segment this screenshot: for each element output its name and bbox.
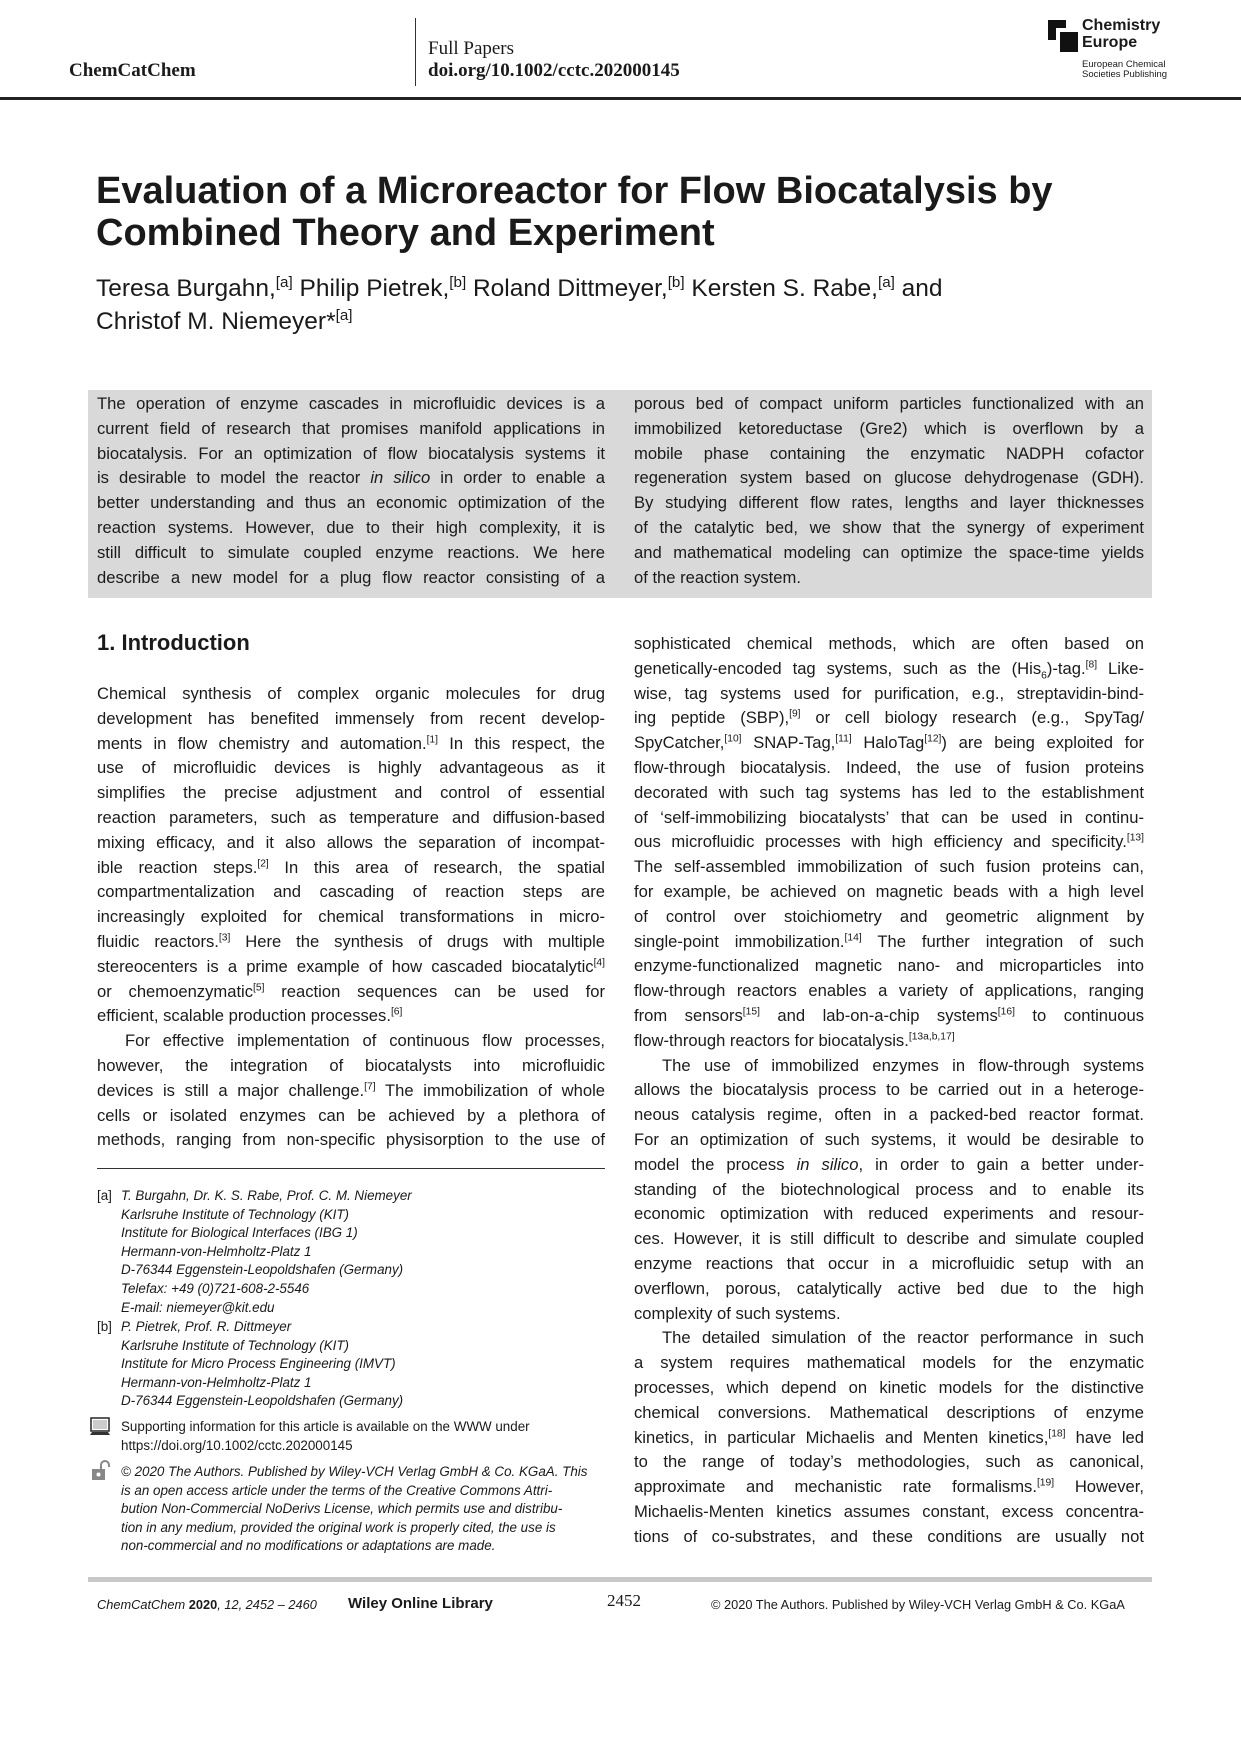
text-line: approximate and mechanistic rate formalisms.[19] However, bbox=[634, 1477, 1144, 1497]
footer-citation bbox=[97, 1597, 317, 1612]
author-name: Teresa Burgahn, bbox=[96, 275, 276, 302]
section-heading: 1. Introduction bbox=[97, 630, 250, 655]
logo-name-line2: Europe bbox=[1082, 34, 1138, 51]
affiliation-b bbox=[97, 1318, 607, 1411]
footnote-line: non-commercial and no modifications or adaptations are made. bbox=[121, 1538, 496, 1554]
article-title-line: Combined Theory and Experiment bbox=[96, 212, 715, 254]
footnote-line: bution Non-Commercial NoDerivs License, which permits use and distribu- bbox=[121, 1501, 563, 1517]
text-line: mixing efficacy, and it also allows the separation of incompat- bbox=[97, 832, 605, 852]
text-line: neous catalysis regime, often in a packed-bed reactor format. bbox=[634, 1105, 1144, 1125]
text-line: development has benefited immensely from recent develop- bbox=[97, 708, 605, 728]
author-affiliation: [b] bbox=[449, 273, 467, 291]
footer-journal: ChemCatChem bbox=[97, 1597, 186, 1612]
author-name: Christof M. Niemeyer* bbox=[96, 308, 336, 335]
text-line: processes, which depend on kinetic models for the distinctive bbox=[634, 1377, 1144, 1397]
text-line: economic optimization with reduced experiments and resour- bbox=[634, 1204, 1144, 1224]
journal-name: ChemCatChem bbox=[69, 60, 196, 81]
text-line: For an optimization of such systems, it would be desirable to bbox=[634, 1129, 1144, 1149]
text-line: tions of co-substrates, and these conditions are usually not bbox=[634, 1526, 1144, 1546]
text-line: The use of immobilized enzymes in flow-through systems bbox=[662, 1055, 1144, 1075]
abstract-right-column bbox=[634, 392, 1144, 590]
text-line: stereocenters is a prime example of how cascaded biocatalytic[4] bbox=[97, 956, 605, 976]
text-line: For effective implementation of continuous flow processes, bbox=[125, 1031, 605, 1051]
header-rule bbox=[0, 97, 1241, 100]
text-line: devices is still a major challenge.[7] The immobilization of whole bbox=[97, 1080, 606, 1100]
author-name: Philip Pietrek, bbox=[292, 275, 450, 302]
author-name: Roland Dittmeyer, bbox=[466, 275, 668, 302]
article-type: Full Papers bbox=[428, 38, 515, 59]
text-line: complexity of such systems. bbox=[634, 1303, 841, 1323]
text-line: better understanding and thus an economic optimization of the bbox=[97, 493, 605, 513]
license-note bbox=[97, 1463, 607, 1556]
text-line: is desirable to model the reactor in silico in order to enable a bbox=[97, 468, 606, 488]
text-line: genetically-encoded tag systems, such as the (His$_6$)-tag.[8] Like- bbox=[634, 658, 1145, 682]
text-line: wise, tag systems used for purification, e.g., streptavidin-bind- bbox=[634, 683, 1144, 703]
text-line: however, the integration of biocatalysts into microfluidic bbox=[97, 1055, 605, 1075]
text-line: decorated with such tag systems has led to the establishment bbox=[634, 782, 1144, 802]
text-line: reaction systems. However, due to their high complexity, it is bbox=[97, 517, 605, 537]
author-affiliation: [b] bbox=[667, 273, 685, 291]
text-line: ing peptide (SBP),[9] or cell biology research (e.g., SpyTag/ bbox=[634, 708, 1145, 728]
text-line: The operation of enzyme cascades in microfluidic devices is a bbox=[97, 394, 605, 413]
text-line: of the catalytic bed, we show that the synergy of experiment bbox=[634, 517, 1144, 537]
text-line: and mathematical modeling can optimize the space-time yields bbox=[634, 542, 1144, 562]
footnote-line: https://doi.org/10.1002/cctc.202000145 bbox=[121, 1437, 353, 1453]
text-line: ible reaction steps.[2] In this area of research, the spatial bbox=[97, 857, 605, 877]
text-line: porous bed of compact uniform particles functionalized with an bbox=[634, 394, 1144, 413]
text-line: compartmentalization and cascading of reaction steps are bbox=[97, 882, 605, 902]
text-line: methods, ranging from non-specific physisorption to the use of bbox=[97, 1130, 605, 1150]
text-line: ments in flow chemistry and automation.[1] In this respect, the bbox=[97, 733, 605, 753]
text-line: flow-through reactors enables a variety of applications, ranging bbox=[634, 981, 1144, 1001]
text-line: mobile phase containing the enzymatic NADPH cofactor bbox=[634, 443, 1144, 463]
text-line: The self-assembled immobilization of such fusion proteins can, bbox=[634, 857, 1144, 877]
article-title-line: Evaluation of a Microreactor for Flow Biocatalysis by bbox=[96, 170, 1053, 212]
text-line: allows the biocatalysis process to be carried out in a heteroge- bbox=[634, 1080, 1144, 1100]
text-line: efficient, scalable production processes.[6] bbox=[97, 1006, 403, 1026]
wiley-online-library-link[interactable]: Wiley Online Library bbox=[348, 1595, 493, 1612]
footer-copyright: © 2020 The Authors. Published by Wiley-VCH Verlag GmbH & Co. KGaA bbox=[711, 1597, 1125, 1612]
author-affiliation: [a] bbox=[877, 273, 895, 291]
text-line: for example, be achieved on magnetic beads with a high level bbox=[634, 881, 1144, 901]
affiliation-tag: [a] bbox=[97, 1188, 112, 1203]
footnote-line: Supporting information for this article is available on the WWW under bbox=[121, 1419, 530, 1434]
text-line: fluidic reactors.[3] Here the synthesis of drugs with multiple bbox=[97, 931, 606, 951]
chemistry-europe-logo-icon bbox=[1048, 20, 1078, 52]
footnote-line: D-76344 Eggenstein-Leopoldshafen (Germany) bbox=[121, 1393, 404, 1409]
text-line: sophisticated chemical methods, which are often based on bbox=[634, 634, 1144, 653]
footnote-line: T. Burgahn, Dr. K. S. Rabe, Prof. C. M. Niemeyer bbox=[121, 1188, 412, 1203]
logo-subtitle-line1: European Chemical bbox=[1082, 59, 1166, 70]
text-line: The detailed simulation of the reactor performance in such bbox=[662, 1328, 1144, 1348]
affiliation-a bbox=[97, 1187, 607, 1317]
supporting-info-note bbox=[97, 1418, 607, 1455]
footnote-line: Karlsruhe Institute of Technology (KIT) bbox=[121, 1206, 349, 1222]
text-line: or chemoenzymatic[5] reaction sequences can be used for bbox=[97, 981, 605, 1001]
text-line: ces. However, it is still difficult to describe and simulate coupled bbox=[634, 1229, 1144, 1249]
text-line: By studying different flow rates, lengths and layer thicknesses bbox=[634, 493, 1144, 513]
footnote-line: © 2020 The Authors. Published by Wiley-VCH Verlag GmbH & Co. KGaA. This bbox=[121, 1464, 588, 1479]
text-line: a system requires mathematical models for the enzymatic bbox=[634, 1353, 1144, 1373]
logo-subtitle-line2: Societies Publishing bbox=[1082, 69, 1168, 80]
footnote-line: Hermann-von-Helmholtz-Platz 1 bbox=[121, 1243, 312, 1259]
author-conjunction: and bbox=[894, 275, 943, 302]
footnote-line: P. Pietrek, Prof. R. Dittmeyer bbox=[121, 1319, 292, 1334]
footnote-line: Institute for Biological Interfaces (IBG 1) bbox=[121, 1225, 358, 1241]
text-line: immobilized ketoreductase (Gre2) which is overflown by a bbox=[634, 418, 1144, 438]
text-line: Chemical synthesis of complex organic molecules for drug bbox=[97, 684, 605, 703]
author-list bbox=[96, 272, 1156, 338]
author-affiliation: [a] bbox=[335, 306, 353, 324]
footnote-line: tion in any medium, provided the original work is properly cited, the use is bbox=[121, 1519, 556, 1535]
footer-rule bbox=[88, 1577, 1152, 1582]
text-line: simplifies the precise adjustment and control of essential bbox=[97, 783, 605, 803]
text-line: flow-through reactors for biocatalysis.[13a,b,17] bbox=[634, 1030, 955, 1050]
text-line: describe a new model for a plug flow reactor consisting of a bbox=[97, 567, 605, 587]
text-line: increasingly exploited for chemical transformations in micro- bbox=[97, 907, 605, 927]
footnote-line: Institute for Micro Process Engineering (IMVT) bbox=[121, 1356, 396, 1372]
footnote-line: D-76344 Eggenstein-Leopoldshafen (Germany) bbox=[121, 1262, 404, 1278]
text-line: reaction parameters, such as temperature and diffusion-based bbox=[97, 807, 605, 827]
footnote-line: Hermann-von-Helmholtz-Platz 1 bbox=[121, 1374, 312, 1390]
author-affiliation: [a] bbox=[275, 273, 293, 291]
article-title bbox=[96, 170, 1156, 254]
page-number: 2452 bbox=[607, 1591, 641, 1610]
text-line: of control over stoichiometry and geometric alignment by bbox=[634, 906, 1144, 926]
text-line: enzyme reactions that occur in a microfluidic setup with an bbox=[634, 1253, 1144, 1273]
author-name: Kersten S. Rabe, bbox=[684, 275, 878, 302]
doi-link[interactable]: doi.org/10.1002/cctc.202000145 bbox=[428, 60, 680, 81]
footer-volume-pages: , 12, 2452 – 2460 bbox=[217, 1597, 317, 1612]
text-line: model the process in silico, in order to gain a better under- bbox=[634, 1154, 1144, 1174]
footnote-line: Karlsruhe Institute of Technology (KIT) bbox=[121, 1337, 349, 1353]
text-line: of the reaction system. bbox=[634, 567, 801, 587]
text-line: ous microfluidic processes with high efficiency and specificity.[13] bbox=[634, 832, 1144, 852]
text-line: biocatalysis. For an optimization of flow biocatalysis systems it bbox=[97, 443, 605, 463]
text-line: flow-through biocatalysis. Indeed, the use of fusion proteins bbox=[634, 757, 1144, 777]
text-line: from sensors[15] and lab-on-a-chip systems[16] to continuous bbox=[634, 1005, 1145, 1025]
text-line: SpyCatcher,[10] SNAP-Tag,[11] HaloTag[12]) are being exploited for bbox=[634, 733, 1144, 753]
abstract-left-column bbox=[97, 392, 605, 590]
text-line: regeneration system based on glucose dehydrogenase (GDH). bbox=[634, 468, 1144, 488]
footnote-line: Telefax: +49 (0)721-608-2-5546 bbox=[121, 1280, 310, 1296]
footnote-rule bbox=[97, 1168, 605, 1169]
text-line: cells or isolated enzymes can be achieved by a plethora of bbox=[97, 1105, 605, 1125]
text-line: of ‘self-immobilizing biocatalysts’ that can be used in continu- bbox=[634, 807, 1144, 827]
text-line: Michaelis-Menten kinetics assumes constant, excess concentra- bbox=[634, 1501, 1144, 1521]
text-line: single-point immobilization.[14] The further integration of such bbox=[634, 931, 1145, 951]
affiliation-tag: [b] bbox=[97, 1319, 112, 1334]
text-line: still difficult to simulate coupled enzyme reactions. We here bbox=[97, 542, 605, 562]
text-line: overflown, porous, catalytically active bed due to the high bbox=[634, 1278, 1144, 1298]
text-line: enzyme-functionalized magnetic nano- and microparticles into bbox=[634, 956, 1144, 976]
text-line: current field of research that promises manifold applications in bbox=[97, 418, 605, 438]
header-divider bbox=[415, 18, 416, 86]
body-left-column bbox=[97, 682, 605, 1153]
footnote-line: is an open access article under the terms of the Creative Commons Attri- bbox=[121, 1482, 553, 1498]
body-right-column bbox=[634, 632, 1144, 1549]
logo-name-line1: Chemistry bbox=[1082, 17, 1161, 34]
text-line: chemical conversions. Mathematical descriptions of enzyme bbox=[634, 1402, 1144, 1422]
text-line: kinetics, in particular Michaelis and Menten kinetics,[18] have led bbox=[634, 1427, 1144, 1447]
footer-year: 2020 bbox=[188, 1597, 218, 1612]
text-line: use of microfluidic devices is highly advantageous as it bbox=[97, 758, 605, 778]
text-line: to the range of today’s methodologies, such as canonical, bbox=[634, 1452, 1144, 1472]
footnote-line: E-mail: niemeyer@kit.edu bbox=[121, 1299, 275, 1315]
text-line: standing of the biotechnological process and to enable its bbox=[634, 1179, 1144, 1199]
